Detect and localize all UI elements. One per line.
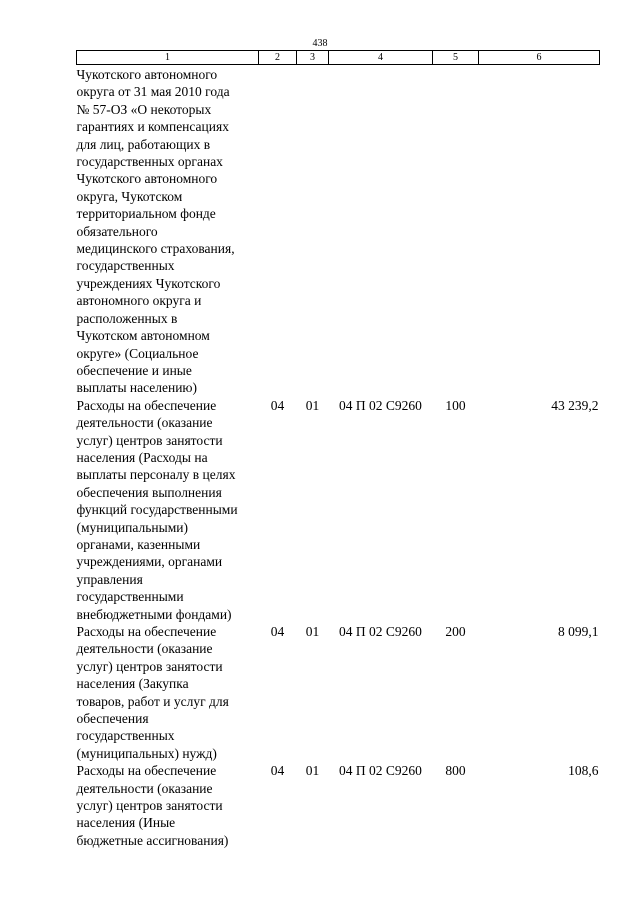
row-description bbox=[77, 623, 259, 762]
table-row bbox=[77, 397, 600, 623]
description-line: автономного округа и bbox=[76, 293, 202, 309]
table-row bbox=[77, 762, 600, 849]
column-header-section: 2 bbox=[259, 51, 297, 65]
description-line: услуг) центров занятости bbox=[76, 432, 223, 448]
description-line: бюджетные ассигнования) bbox=[76, 832, 229, 848]
description-line: учреждениях Чукотского bbox=[76, 275, 221, 291]
description-line: Чукотского автономного bbox=[76, 171, 218, 187]
description-line: услуг) центров занятости bbox=[76, 658, 223, 674]
column-header-target-article: 4 bbox=[329, 51, 433, 65]
table-header bbox=[77, 51, 600, 65]
row-target-article: 04 П 02 С9260 bbox=[339, 624, 422, 639]
header-row bbox=[77, 51, 600, 65]
description-line: деятельности (оказание bbox=[76, 641, 213, 657]
page-number: 438 bbox=[312, 38, 328, 49]
description-line: обеспечение и иные bbox=[76, 362, 192, 378]
row-expense-type bbox=[433, 65, 479, 397]
description-line: обеспечения bbox=[76, 711, 149, 727]
description-line: Чукотского автономного bbox=[76, 67, 218, 82]
table-row bbox=[77, 623, 600, 762]
description-line: медицинского страхования, bbox=[76, 241, 235, 257]
description-line: услуг) центров занятости bbox=[76, 798, 223, 814]
description-line: деятельности (оказание bbox=[76, 780, 213, 796]
row-description bbox=[77, 397, 259, 623]
row-target-article: 04 П 02 С9260 bbox=[339, 397, 422, 413]
description-line: Чукотском автономном bbox=[76, 328, 210, 344]
row-target-article bbox=[329, 65, 433, 397]
row-expense-type: 100 bbox=[445, 397, 466, 413]
row-section: 04 bbox=[270, 763, 285, 779]
row-sum: 108,6 bbox=[568, 763, 599, 779]
row-expense-type: 200 bbox=[445, 624, 466, 639]
description-line: учреждениями, органами bbox=[76, 554, 223, 570]
row-sum: 8 099,1 bbox=[558, 624, 599, 639]
row-section: 04 bbox=[270, 624, 285, 639]
description-line: функций государственными bbox=[76, 502, 238, 518]
description-line: обеспечения выполнения bbox=[76, 484, 222, 500]
description-line: округе» (Социальное bbox=[76, 345, 199, 361]
row-expense-type: 800 bbox=[445, 763, 466, 779]
description-line: органами, казенными bbox=[76, 536, 201, 552]
table-body bbox=[77, 65, 600, 850]
description-line: выплаты населению) bbox=[76, 380, 198, 396]
description-line: государственных bbox=[76, 728, 175, 744]
budget-table bbox=[76, 50, 600, 849]
description-line: № 57-ОЗ «О некоторых bbox=[76, 101, 212, 117]
table-row bbox=[77, 65, 600, 397]
description-line: расположенных в bbox=[76, 310, 178, 326]
description-line: управления bbox=[76, 571, 143, 587]
description-line: Расходы на обеспечение bbox=[76, 763, 217, 779]
description-line: государственными bbox=[76, 589, 184, 605]
column-header-sum: 6 bbox=[479, 51, 600, 65]
row-section bbox=[259, 65, 297, 397]
description-line: обязательного bbox=[76, 223, 158, 239]
description-line: населения (Закупка bbox=[76, 676, 189, 692]
column-header-subsection: 3 bbox=[297, 51, 329, 65]
row-section: 04 bbox=[270, 397, 285, 413]
row-subsection bbox=[297, 65, 329, 397]
description-line: деятельности (оказание bbox=[76, 415, 213, 431]
description-line: территориальном фонде bbox=[76, 206, 216, 222]
description-line: округа от 31 мая 2010 года bbox=[76, 84, 230, 100]
description-line: округа, Чукотском bbox=[76, 188, 183, 204]
description-line: внебюджетными фондами) bbox=[76, 606, 232, 622]
row-sum: 43 239,2 bbox=[551, 397, 599, 413]
row-subsection: 01 bbox=[305, 397, 320, 413]
column-header-description: 1 bbox=[77, 51, 259, 65]
description-line: Расходы на обеспечение bbox=[76, 624, 217, 639]
description-line: выплаты персоналу в целях bbox=[76, 467, 236, 483]
description-line: для лиц, работающих в bbox=[76, 136, 211, 152]
description-line: (муниципальных) нужд) bbox=[76, 745, 217, 761]
row-subsection: 01 bbox=[305, 763, 320, 779]
description-line: товаров, работ и услуг для bbox=[76, 693, 229, 709]
description-line: государственных bbox=[76, 258, 175, 274]
row-subsection: 01 bbox=[305, 624, 320, 639]
description-line: государственных органах bbox=[76, 154, 223, 170]
row-sum bbox=[479, 65, 600, 397]
row-description bbox=[77, 65, 259, 397]
description-line: гарантиях и компенсациях bbox=[76, 119, 229, 135]
row-target-article: 04 П 02 С9260 bbox=[339, 763, 422, 779]
description-line: населения (Иные bbox=[76, 815, 176, 831]
description-line: населения (Расходы на bbox=[76, 449, 208, 465]
description-line: Расходы на обеспечение bbox=[76, 397, 217, 413]
column-header-expense-type: 5 bbox=[433, 51, 479, 65]
description-line: (муниципальными) bbox=[76, 519, 188, 535]
row-description bbox=[77, 762, 259, 849]
